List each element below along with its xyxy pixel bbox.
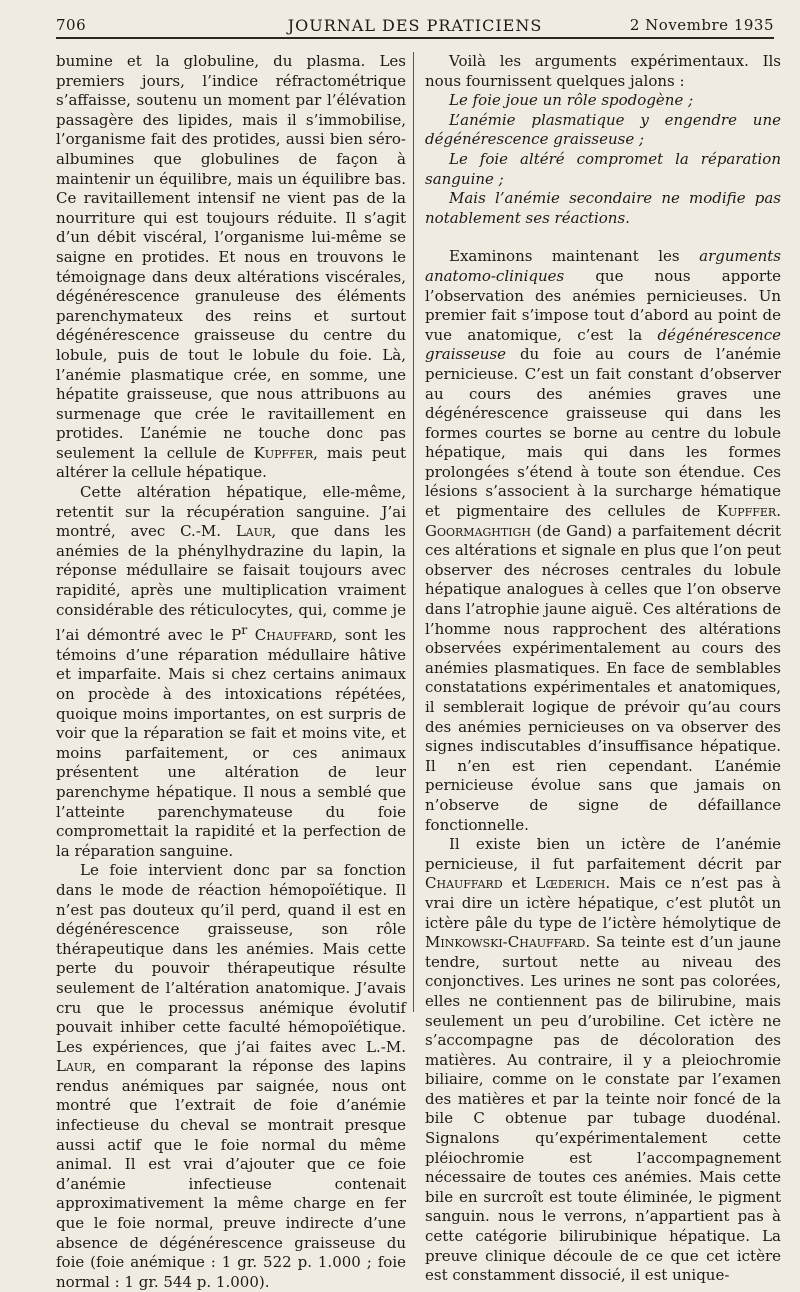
author-name: Lœderich — [535, 874, 606, 893]
list-item: Le foie joue un rôle spodogène ; — [449, 91, 694, 110]
running-header — [56, 16, 774, 38]
right-column — [425, 52, 781, 1286]
text-run: . Sa teinte est d’un jaune tendre, surtout nette au niveau des conjonctives. Les urines ne sont pas colorées, elles ne contiennent pas de bilirubine, mais seulement un peu d’urobiline. Cet ictère ne s’accompagne pas de décoloration des matières. Au contraire, il y a pleiochromie biliaire, comme on le constate par l’examen des matières et par la teinte noir foncé de la bile C obtenue par tubage duodénal. Signalons qu’expérimentalement cette pléiochromie est l’accompagnement nécessaire de toutes ces anémies. Mais cette bile en surcroît est toute éliminée, le pigment sanguin. nous le verrons, n’appartient pas à cette catégorie bilirubinique hépatique. La preuve clinique découle de ce que cet ictère est constamment dissocié, il est unique- — [425, 933, 781, 1285]
text-run: Le foie intervient donc par sa fonction dans le mode de réaction hémopoïétique. Il n’est pas douteux qu’il perd, quand il est en dégénérescence graisseuse, son rôle thérapeutique dans les anémies. Mais cette perte du pouvoir thérapeutique résulte seulement de l’altération anatomique. J’avais cru que le processus anémique évolutif pouvait inhiber cette faculté hémopoïétique. Les expériences, que j’ai faites avec L.-M. — [56, 861, 406, 1056]
text-run: bumine et la globuline, du plasma. Les premiers jours, l’indice réfractométrique s’affaisse, soutenu un moment par l’élévation passagère des lipides, mais il s’immobilise, l’organisme fait des protides, aussi bien séro-albumines que globulines de façon à maintenir un équilibre, mais un équilibre bas. Ce ravitaillement intensif ne vient pas de la nourriture qui est toujours réduite. Il s’agit d’un débit viscéral, l’organisme lui-même se saigne en protides. Et nous en trouvons le témoignage dans deux altérations viscérales, dégénérescence granuleuse des éléments parenchymateux des reins et surtout dégénérescence graisseuse du centre du lobule, puis de tout le lobule du foie. Là, l’anémie plasmatique crée, en somme, une hépatite graisseuse, que nous attribuons au surmenage que crée le ravitaillement en protides. L’anémie ne touche donc pas seulement la cellule de — [56, 52, 406, 462]
paragraph — [425, 835, 781, 1286]
header-rule — [56, 37, 774, 39]
left-column — [56, 52, 406, 1292]
text-run: que nous apporte l’observation des anémies pernicieuses. Un premier fait s’impose tout d’abord au point de vue anatomique, c’est la — [425, 266, 781, 344]
list-item: Le foie altéré compromet la réparation sanguine ; — [425, 149, 781, 188]
paragraph: Voilà les arguments expérimentaux. Ils nous fournissent quelques jalons : — [425, 52, 781, 90]
author-name: Kupffer — [716, 502, 777, 521]
paragraph — [425, 247, 781, 835]
emphasis: dégénérescence graisseuse — [425, 325, 781, 364]
author-name: Chauffard — [254, 626, 333, 645]
paragraph — [56, 861, 406, 1292]
author-name: Chauffard — [425, 874, 503, 893]
author-name: Minkowski-Chauffard — [425, 933, 586, 952]
issue-date: 2 Novembre 1935 — [629, 16, 774, 34]
page-number: 706 — [56, 16, 87, 34]
superscript: r — [241, 622, 248, 638]
text-run: Il existe bien un ictère de l’anémie pernicieuse, il fut parfaitement décrit par — [425, 835, 781, 873]
column-separator — [413, 52, 414, 1012]
text-run: , mais peut altérer la cellule hépatique. — [56, 443, 406, 482]
text-run: . Mais ce n’est pas à vrai dire un ictère hépatique, c’est plutôt un ictère pâle du type de l’ictère hémolytique de — [425, 874, 781, 932]
text-run: du foie au cours de l’anémie pernicieuse. C’est un fait constant d’observer au cours des anémies graves une dégénérescence graisseuse qui dans les formes courtes se borne au centre du lobule hépatique, mais qui dans les formes prolongées s’étend à toute son étendue. Ces lésions s’associent à la surcharge hématique et pigmentaire des cellules de — [425, 345, 781, 521]
author-name: . Goormaghtigh — [425, 502, 781, 540]
text-run: , sont les témoins d’une réparation médullaire hâtive et imparfaite. Mais si chez certains animaux on procède à des intoxications répétées, quoique moins importantes, on est surpris de voir que la réparation se fait et moins vite, et moins parfaitement, or ces animaux présentent une altération de leur parenchyme hépatique. Il nous a semblé que l’atteinte parenchymateuse du foie compromettait la rapidité et la perfection de la réparation sanguine. — [56, 626, 406, 860]
author-name: Kupffer — [253, 443, 314, 462]
text-run: Examinons maintenant les — [449, 247, 680, 266]
text-run: (de Gand) a parfaitement décrit ces altérations et signale en plus que l’on peut observer des nécroses centrales du lobule hépatique analogues à celles que l’on observe dans l’atrophie jaune aiguë. Ces altérations de l’homme nous rapprochent des altérations observées expérimentalement au cours des anémies plasmatiques. En face de semblables constatations expérimentales et anatomiques, il semblerait logique de prévoir qu’au cours des anémies pernicieuses on va observer des signes indiscutables d’insuffisance hépatique. Il n’en est rien cependant. L’anémie pernicieuse évolue sans que jamais on n’observe de signe de défaillance fonctionnelle. — [425, 521, 781, 834]
text-run: et — [511, 874, 527, 893]
paragraph — [56, 483, 406, 861]
author-name: Laur — [235, 522, 272, 541]
journal-title: JOURNAL DES PRATICIENS — [287, 16, 543, 35]
emphasis: arguments anatomo-cliniques — [425, 247, 781, 285]
author-name: Laur — [56, 1057, 92, 1076]
list-item: Mais l’anémie secondaire ne modifie pas notablement ses réactions. — [425, 189, 781, 227]
text-run: Cette altération hépatique, elle-même, retentit sur la récupération sanguine. J’ai montré, avec C.-M. — [56, 483, 406, 541]
text-run: , que dans les anémies de la phénylhydrazine du lapin, la réponse médullaire se faisait toujours avec rapidité, après une multiplication vraiment considérable des réticulocytes, qui, comme je l’ai démontré avec le P — [56, 522, 406, 645]
paragraph — [56, 52, 406, 483]
text-run: , en comparant la réponse des lapins rendus anémiques par saignée, nous ont montré que l’extrait de foie d’anémie infectieuse du cheval se montrait presque aussi actif que le foie normal du même animal. Il est vrai d’ajouter que ce foie d’anémie infectieuse contenait approximativement la même charge en fer que le foie normal, preuve indirecte d’une absence de dégénérescence graisseuse du foie (foie anémique : 1 gr. 522 p. 1.000 ; foie normal : 1 gr. 544 p. 1.000). — [56, 1057, 406, 1291]
list-item: L’anémie plasmatique y engendre une dégénérescence graisseuse ; — [425, 110, 781, 149]
